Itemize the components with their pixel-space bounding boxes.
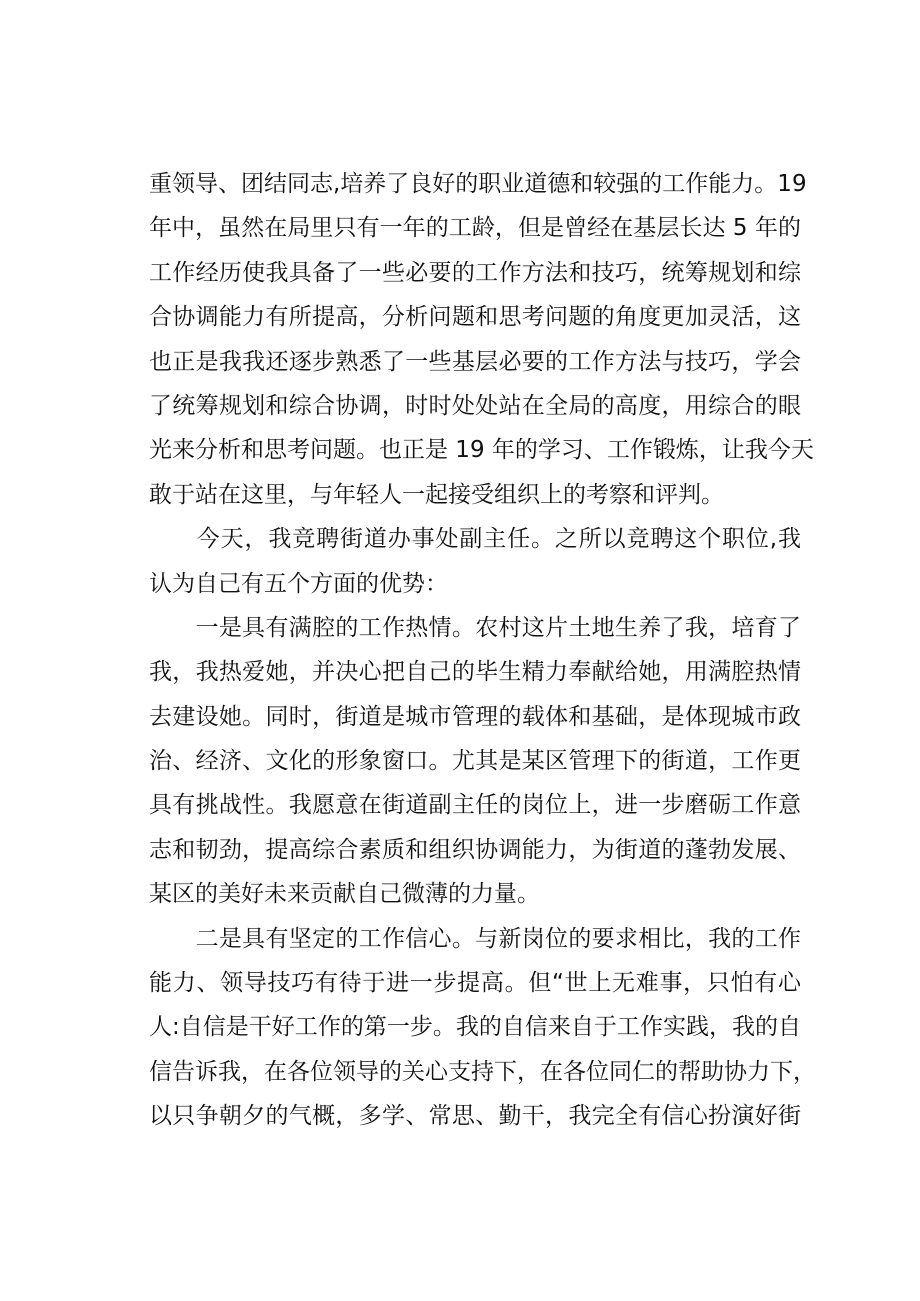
- text-line: 重领导、团结同志,培养了良好的职业道德和较强的工作能力。19: [149, 171, 807, 197]
- document-body: [149, 162, 816, 1139]
- text-line: 以只争朝夕的气概，多学、常思、勤干，我完全有信心扮演好街: [149, 1103, 801, 1130]
- text-line: 光来分析和思考问题。也正是 19 年的学习、工作锻炼，让我今天: [149, 437, 814, 464]
- text-line: 治、经济、文化的形象窗口。尤其是某区管理下的街道，工作更: [149, 748, 801, 775]
- text-line: 具有挑战性。我愿意在街道副主任的岗位上，进一步磨砺工作意: [149, 792, 801, 819]
- paragraph-4: [149, 917, 816, 1139]
- text-line: 我，我热爱她，并决心把自己的毕生精力奉献给她，用满腔热情: [149, 659, 801, 686]
- text-line: 年中，虽然在局里只有一年的工龄，但是曾经在基层长达 5 年的: [149, 215, 801, 242]
- text-line: 志和韧劲，提高综合素质和组织协调能力，为街道的蓬勃发展、: [149, 836, 801, 863]
- text-line: 信告诉我，在各位领导的关心支持下，在各位同仁的帮助协力下，: [149, 1058, 816, 1085]
- text-line: 认为自己有五个方面的优势：: [149, 570, 448, 597]
- text-line: 人:自信是干好工作的第一步。我的自信来自于工作实践，我的自: [149, 1014, 801, 1041]
- text-line: 今天，我竞聘街道办事处副主任。之所以竞聘这个职位,我: [149, 526, 801, 553]
- text-line: 能力、领导技巧有待于进一步提高。但“世上无难事，只怕有心: [149, 970, 801, 997]
- paragraph-2: [149, 517, 801, 606]
- text-line: 某区的美好未来贡献自己微薄的力量。: [149, 881, 540, 908]
- text-line: 工作经历使我具备了一些必要的工作方法和技巧，统筹规划和综: [149, 259, 801, 286]
- text-line: 也正是我我还逐步熟悉了一些基层必要的工作方法与技巧，学会: [149, 348, 801, 375]
- text-line: 二是具有坚定的工作信心。与新岗位的要求相比，我的工作: [149, 925, 801, 952]
- paragraph-3: [149, 606, 801, 917]
- text-line: 一是具有满腔的工作热情。农村这片土地生养了我，培育了: [149, 614, 801, 641]
- text-line: 合协调能力有所提高，分析问题和思考问题的角度更加灵活，这: [149, 304, 801, 331]
- text-line: 去建设她。同时，街道是城市管理的载体和基础，是体现城市政: [149, 703, 801, 730]
- text-line: 敢于站在这里，与年轻人一起接受组织上的考察和评判。: [149, 481, 724, 508]
- paragraph-1: [149, 162, 814, 517]
- text-line: 了统筹规划和综合协调，时时处处站在全局的高度，用综合的眼: [149, 392, 801, 419]
